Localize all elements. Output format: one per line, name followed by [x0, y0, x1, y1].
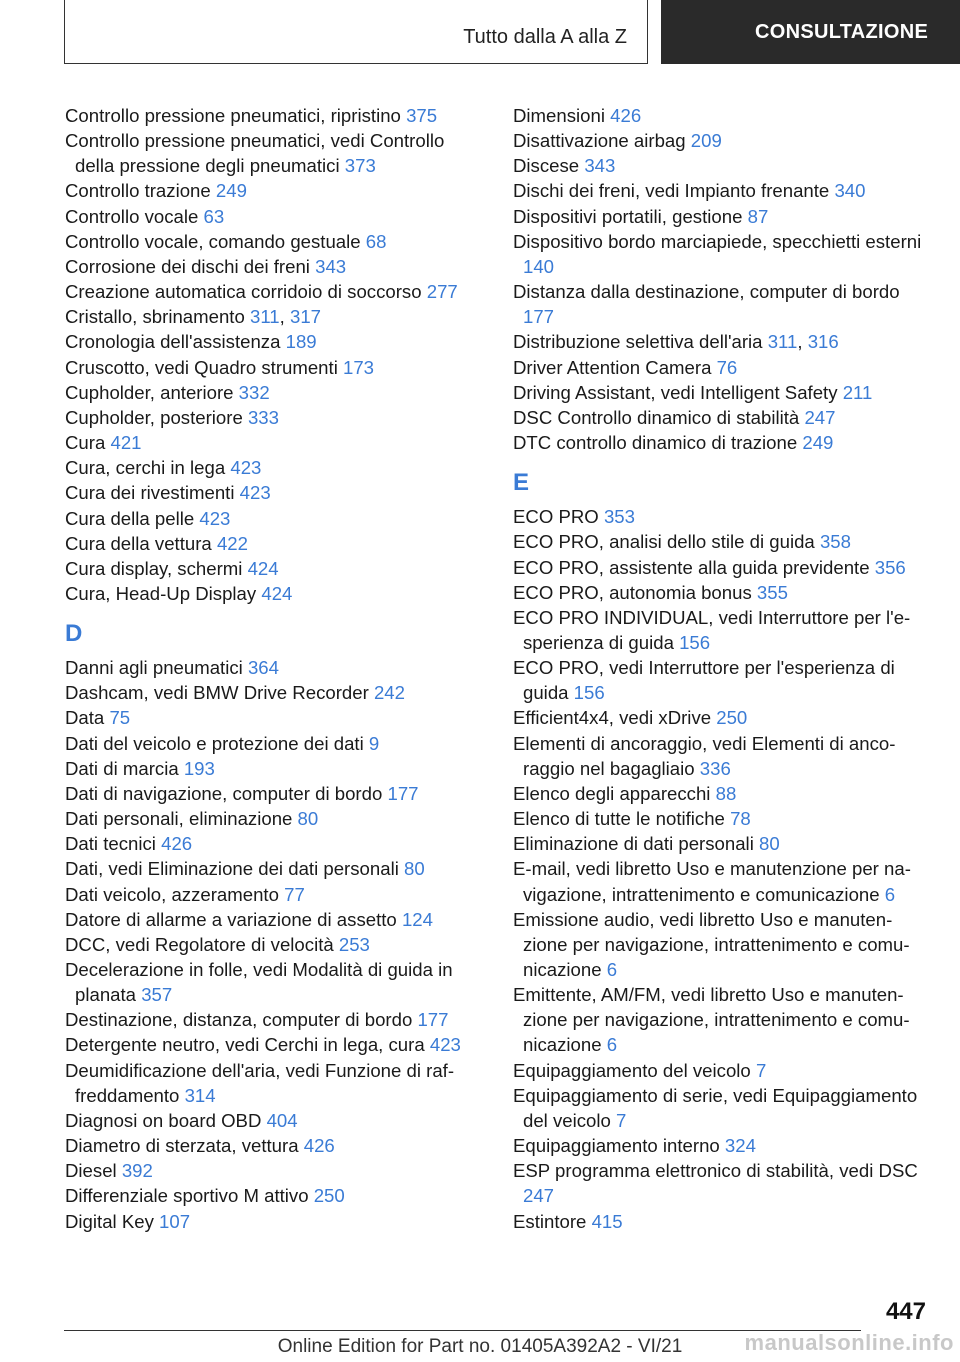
page-reference-link[interactable]: 249	[802, 432, 834, 454]
page-reference-link[interactable]: 423	[239, 482, 271, 504]
index-entry-term: Controllo pressione pneumatici, ripristino	[65, 105, 401, 126]
page-reference-link[interactable]: 242	[373, 682, 405, 704]
page-reference-link[interactable]: 173	[343, 356, 375, 378]
page-reference-link[interactable]: 357	[141, 984, 173, 1006]
index-entry-term: Dati del veicolo e protezione dei dati	[65, 732, 364, 754]
index-entry-term: Decelerazione in folle, vedi Modalità di guida in planata	[65, 959, 453, 1006]
index-entry	[65, 355, 485, 380]
index-entry-term: Cupholder, posteriore	[65, 406, 243, 428]
page-reference-link[interactable]: 80	[759, 833, 780, 855]
index-entry-term: Destinazione, distanza, computer di bordo	[65, 1009, 413, 1031]
index-entry-term: Dispositivi portatili, gestione	[513, 205, 743, 227]
page-reference-link[interactable]: 415	[591, 1210, 623, 1232]
index-entry-term: DTC controllo dinamico di trazione	[513, 432, 798, 454]
page-reference-link[interactable]: 177	[417, 1009, 449, 1031]
index-entry-term: Dischi dei freni, vedi Impianto frenante	[513, 180, 830, 202]
index-entry	[65, 831, 485, 856]
page-reference-link[interactable]: 87	[747, 205, 769, 227]
index-entry	[513, 529, 933, 554]
index-entry	[65, 229, 485, 254]
page-reference-link[interactable]: 249	[215, 180, 247, 202]
index-entry	[513, 856, 933, 906]
page-reference-link[interactable]: 6	[606, 1034, 618, 1056]
index-entry-term: Controllo vocale, comando gestuale	[65, 230, 361, 252]
index-entry	[65, 856, 485, 881]
index-entry-term: ECO PRO, vedi Interruttore per l'esperienza di guida	[513, 657, 895, 704]
index-entry	[513, 705, 933, 730]
page-reference-link[interactable]: 426	[303, 1135, 335, 1157]
index-entry-term: Estintore	[513, 1210, 587, 1232]
page-reference-link[interactable]: 424	[247, 557, 279, 579]
index-entry-term: Distribuzione selettiva dell'aria	[513, 331, 763, 353]
page-reference-link[interactable]: 189	[285, 331, 317, 353]
index-entry-term: Dimensioni	[513, 105, 605, 126]
index-entry-term: Discese	[513, 155, 580, 177]
page-reference-link[interactable]: 424	[261, 582, 293, 604]
page-reference-link[interactable]: 423	[429, 1034, 461, 1056]
index-entry	[65, 405, 485, 430]
page-reference-link[interactable]: 324	[724, 1135, 756, 1157]
index-entry	[513, 1209, 933, 1234]
page-reference-link[interactable]: 68	[365, 230, 387, 252]
page-reference-link[interactable]: 358	[819, 531, 851, 553]
index-entry	[65, 1058, 485, 1108]
page-reference-link[interactable]: 76	[716, 356, 738, 378]
header-section-title: Tutto dalla A alla Z	[463, 26, 627, 48]
index-entry	[65, 957, 485, 1007]
index-entry-term: E-mail, vedi libretto Uso e manutenzione per na-vigazione, intrattenimento e comunicazione	[513, 858, 911, 905]
index-entry-term: Driver Attention Camera	[513, 356, 712, 378]
page-reference-link[interactable]: 6	[884, 883, 896, 905]
index-entry-term: Cura della vettura	[65, 532, 212, 554]
index-entry	[65, 430, 485, 455]
page-reference-link[interactable]: 209	[690, 130, 722, 152]
header-chapter-tab	[661, 0, 960, 64]
index-entry	[65, 103, 485, 128]
index-entry-term: DSC Controllo dinamico di stabilità	[513, 406, 800, 428]
page-reference-link[interactable]: 78	[730, 808, 751, 830]
page-reference-link[interactable]: 353	[603, 506, 635, 528]
index-entry	[65, 531, 485, 556]
index-entry	[65, 882, 485, 907]
index-entry-term: ECO PRO, autonomia bonus	[513, 581, 752, 603]
index-entry	[65, 556, 485, 581]
index-entry-term: Dati, vedi Eliminazione dei dati personali	[65, 858, 399, 880]
index-entry-term: Diesel	[65, 1160, 117, 1182]
index-entry	[65, 756, 485, 781]
page-reference-link[interactable]: 80	[404, 858, 425, 880]
page-reference-link[interactable]: 247	[804, 406, 836, 428]
page-reference-link[interactable]: 250	[313, 1185, 345, 1207]
page-reference-link[interactable]: 343	[584, 155, 616, 177]
index-entry	[513, 1058, 933, 1083]
page-reference-link[interactable]: 88	[715, 782, 737, 804]
index-entry-term: ECO PRO, analisi dello stile di guida	[513, 531, 815, 553]
index-entry	[65, 731, 485, 756]
page-reference-link[interactable]: 193	[183, 757, 215, 779]
index-entry-term: Driving Assistant, vedi Intelligent Safety	[513, 381, 838, 403]
index-entry-term: Elenco degli apparecchi	[513, 782, 711, 804]
index-entry-term: Detergente neutro, vedi Cerchi in lega, cura	[65, 1034, 425, 1056]
index-entry	[65, 932, 485, 957]
index-entry	[65, 781, 485, 806]
index-entry-term: Emittente, AM/FM, vedi libretto Uso e manuten-zione per navigazione, intrattenimento e comu-nicazione	[513, 984, 910, 1056]
index-entry	[513, 229, 933, 279]
index-entry-term: Cura	[65, 432, 106, 454]
index-entry	[65, 254, 485, 279]
page-reference-link[interactable]: 250	[716, 707, 748, 729]
index-entry-term: Data	[65, 707, 105, 729]
page-reference-link[interactable]: 343	[315, 255, 347, 277]
index-entry-term: ECO PRO INDIVIDUAL, vedi Interruttore per l'e-sperienza di guida	[513, 606, 911, 653]
index-entry-term: Eliminazione di dati personali	[513, 833, 754, 855]
index-entry-term: Cristallo, sbrinamento	[65, 306, 245, 328]
page-reference-link[interactable]: 177	[523, 306, 555, 328]
page-reference-link[interactable]: 124	[401, 908, 433, 930]
index-entry	[513, 355, 933, 380]
index-entry-term: Deumidificazione dell'aria, vedi Funzione di raf-freddamento	[65, 1059, 455, 1106]
page-reference-link[interactable]: 177	[387, 782, 419, 804]
page-reference-link[interactable]: 311	[249, 306, 280, 328]
index-entry-term: ECO PRO, assistente alla guida previdente	[513, 556, 870, 578]
index-entry	[513, 1158, 933, 1208]
page-reference-link[interactable]: 375	[406, 105, 438, 126]
page-reference-link[interactable]: 7	[755, 1059, 767, 1081]
index-entry	[65, 204, 485, 229]
page-reference-link[interactable]: 156	[573, 682, 605, 704]
index-entry-term: Danni agli pneumatici	[65, 657, 243, 679]
page-reference-link[interactable]: 311	[767, 331, 798, 353]
header-section-box	[64, 0, 648, 64]
footer-divider	[64, 1330, 861, 1331]
page-reference-link[interactable]: 421	[110, 432, 142, 454]
index-entry	[513, 103, 933, 128]
index-entry-term: Dati di navigazione, computer di bordo	[65, 782, 383, 804]
index-entry	[513, 580, 933, 605]
index-entry	[513, 831, 933, 856]
page-reference-link[interactable]: 340	[834, 180, 866, 202]
index-entry	[513, 153, 933, 178]
index-entry-term: Dati di marcia	[65, 757, 179, 779]
page-reference-link[interactable]: 253	[338, 933, 370, 955]
page-reference-link[interactable]: 75	[109, 707, 131, 729]
index-entry	[513, 781, 933, 806]
page-reference-link[interactable]: 423	[230, 457, 262, 479]
index-entry-term: Cronologia dell'assistenza	[65, 331, 281, 353]
page-reference-link[interactable]: 426	[610, 105, 642, 126]
index-entry-term: ECO PRO	[513, 506, 599, 528]
index-entry-term: Elenco di tutte le notifiche	[513, 808, 725, 830]
index-entry-term: Dispositivo bordo marciapiede, specchietti esterni	[513, 230, 922, 252]
index-entry	[513, 655, 933, 705]
index-entry-term: Equipaggiamento di serie, vedi Equipaggiamento del veicolo	[513, 1084, 918, 1131]
page-reference-link[interactable]: 316	[807, 331, 839, 353]
index-entry-term: Distanza dalla destinazione, computer di bordo	[513, 281, 900, 303]
page-reference-link[interactable]: 247	[523, 1185, 555, 1207]
index-entry-term: Controllo pressione pneumatici, vedi Controllo della pressione degli pneumatici	[65, 130, 445, 177]
index-entry-term: Elementi di ancoraggio, vedi Elementi di anco-raggio nel bagagliaio	[513, 732, 896, 779]
index-entry-term: Diagnosi on board OBD	[65, 1109, 262, 1131]
index-entry-term: Dati personali, eliminazione	[65, 808, 293, 830]
index-entry-term: Corrosione dei dischi dei freni	[65, 255, 310, 277]
page-reference-link[interactable]: 317	[289, 306, 322, 328]
index-column-left	[65, 103, 485, 1234]
index-entry-term: Cura dei rivestimenti	[65, 482, 235, 504]
index-entry	[513, 1083, 933, 1133]
page-reference-link[interactable]: 422	[216, 532, 248, 554]
index-entry	[513, 128, 933, 153]
index-entry	[65, 1108, 485, 1133]
index-entry-term: Cruscotto, vedi Quadro strumenti	[65, 356, 338, 378]
index-entry-term: Disattivazione airbag	[513, 130, 686, 152]
index-entry-term: Controllo trazione	[65, 180, 211, 202]
page-reference-link[interactable]: 373	[344, 155, 376, 177]
index-entry	[65, 581, 485, 606]
page-reference-link[interactable]: 356	[874, 556, 906, 578]
index-entry	[513, 405, 933, 430]
index-entry	[513, 605, 933, 655]
index-letter-heading: E	[513, 469, 530, 497]
page-reference-link[interactable]: 314	[184, 1084, 216, 1106]
index-entry-term: Dati veicolo, azzeramento	[65, 883, 279, 905]
index-entry	[65, 655, 485, 680]
index-entry	[65, 705, 485, 730]
page-number: 447	[885, 1298, 926, 1325]
index-entry	[513, 555, 933, 580]
index-entry	[513, 204, 933, 229]
index-entry-term: Equipaggiamento del veicolo	[513, 1059, 751, 1081]
index-entry	[65, 506, 485, 531]
page-reference-link[interactable]: 404	[266, 1109, 298, 1131]
index-entry: Distribuzione selettiva dell'aria 311, 316	[513, 331, 839, 353]
index-entry-term: Dati tecnici	[65, 833, 156, 855]
page-reference-link[interactable]: 332	[238, 381, 270, 403]
index-entry	[513, 806, 933, 831]
page-reference-link[interactable]: 9	[368, 732, 380, 754]
header-chapter-label: CONSULTAZIONE	[755, 20, 929, 43]
index-entry	[65, 806, 485, 831]
index-entry-term: DCC, vedi Regolatore di velocità	[65, 933, 334, 955]
index-entry	[513, 178, 933, 203]
index-entry	[65, 380, 485, 405]
page-reference-link[interactable]: 277	[426, 281, 458, 303]
index-entry	[65, 1183, 485, 1208]
index-entry-term: Cura display, schermi	[65, 557, 243, 579]
page-reference-link[interactable]: 6	[606, 959, 618, 980]
page-reference-link[interactable]: 364	[247, 657, 279, 679]
index-entry-term: Cura, Head-Up Display	[65, 582, 257, 604]
page-reference-link[interactable]: 107	[159, 1210, 191, 1232]
index-entry-term: Controllo vocale	[65, 205, 199, 227]
index-entry-term: Cupholder, anteriore	[65, 381, 234, 403]
index-entry	[65, 907, 485, 932]
index-entry-term: Cura, cerchi in lega	[65, 457, 226, 479]
index-entry	[65, 480, 485, 505]
page-reference-link[interactable]: 392	[121, 1160, 153, 1182]
index-entry	[65, 455, 485, 480]
index-entry-term: Datore di allarme a variazione di assetto	[65, 908, 397, 930]
index-entry-term: Equipaggiamento interno	[513, 1135, 720, 1157]
footer-edition-text: Online Edition for Part no. 01405A392A2 - VI/21	[277, 1336, 683, 1357]
page-reference-link[interactable]: 63	[203, 205, 225, 227]
footer-watermark: manualsonline.info	[744, 1330, 954, 1355]
index-entry	[513, 1133, 933, 1158]
index-entry	[513, 731, 933, 781]
index-entry-term: Digital Key	[65, 1210, 154, 1232]
index-column-right	[513, 103, 933, 1234]
index-entry	[513, 907, 933, 982]
index-entry	[65, 1209, 485, 1234]
index-entry	[513, 982, 933, 1057]
index-entry	[65, 680, 485, 705]
index-entry	[65, 279, 485, 304]
index-entry: Cristallo, sbrinamento 311, 317	[65, 306, 322, 328]
index-entry	[513, 380, 933, 405]
page-reference-link[interactable]: 333	[247, 406, 279, 428]
index-entry-term: Dashcam, vedi BMW Drive Recorder	[65, 682, 369, 704]
index-entry	[65, 329, 485, 354]
index-entry-term: Efficient4x4, vedi xDrive	[513, 707, 712, 729]
page-reference-link[interactable]: 336	[699, 757, 731, 779]
index-entry-term: Emissione audio, vedi libretto Uso e manuten-zione per navigazione, intrattenimento e comu-nicazione	[513, 908, 910, 980]
index-entry	[65, 1133, 485, 1158]
index-entry	[65, 128, 485, 178]
index-entry-term: Creazione automatica corridoio di soccorso	[65, 281, 422, 303]
index-entry	[65, 178, 485, 203]
page-reference-link[interactable]: 80	[297, 808, 319, 830]
index-entry	[65, 1007, 485, 1032]
page-reference-link[interactable]: 426	[161, 833, 193, 855]
page-reference-link[interactable]: 156	[679, 631, 711, 653]
index-letter-heading: D	[65, 620, 83, 648]
index-entry-term: ESP programma elettronico di stabilità, vedi DSC	[513, 1160, 918, 1182]
index-entry	[513, 279, 933, 329]
index-entry-term: Differenziale sportivo M attivo	[65, 1185, 309, 1207]
index-entry	[513, 430, 933, 455]
index-entry-term: Cura della pelle	[65, 507, 195, 529]
index-entry	[65, 1032, 485, 1057]
page-reference-link[interactable]: 211	[842, 381, 873, 403]
index-entry-term: Diametro di sterzata, vettura	[65, 1135, 299, 1157]
page-reference-link[interactable]: 355	[756, 581, 788, 603]
page-reference-link[interactable]: 140	[523, 255, 555, 277]
page-reference-link[interactable]: 7	[616, 1109, 627, 1131]
page-reference-link[interactable]: 77	[284, 883, 305, 905]
page-reference-link[interactable]: 423	[199, 507, 231, 529]
index-entry	[65, 1158, 485, 1183]
index-entry	[513, 504, 933, 529]
